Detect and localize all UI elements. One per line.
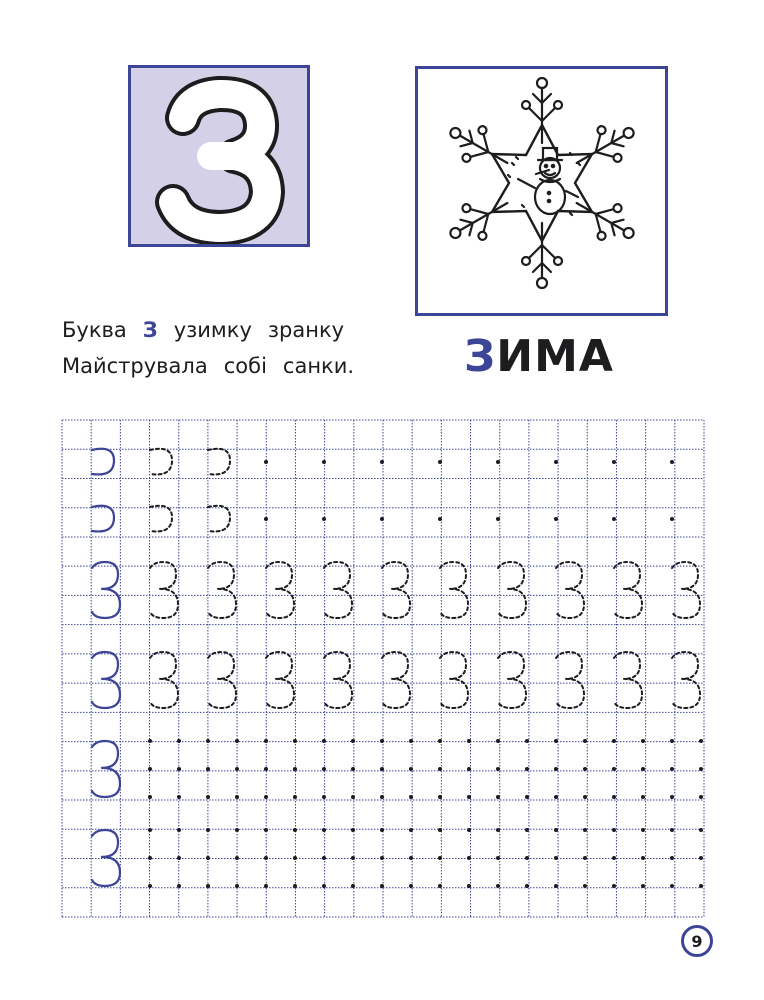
guide-dot <box>322 739 326 743</box>
guide-dot <box>438 856 442 860</box>
guide-dot <box>612 828 616 832</box>
guide-dot <box>612 767 616 771</box>
guide-dot <box>699 828 703 832</box>
guide-dot <box>496 795 500 799</box>
guide-dot <box>641 767 645 771</box>
guide-dot <box>438 767 442 771</box>
guide-dot <box>641 856 645 860</box>
practice-row <box>92 652 700 708</box>
guide-dot <box>467 795 471 799</box>
traced-letter <box>324 562 352 618</box>
guide-dot <box>351 884 355 888</box>
guide-dot <box>583 856 587 860</box>
guide-dot <box>177 795 181 799</box>
practice-row <box>92 739 703 799</box>
guide-dot <box>496 739 500 743</box>
guide-dot <box>612 739 616 743</box>
guide-dot <box>409 828 413 832</box>
guide-dot <box>438 460 442 464</box>
traced-letter <box>266 652 294 708</box>
guide-dot <box>525 828 529 832</box>
traced-letter <box>266 562 294 618</box>
guide-dot <box>641 739 645 743</box>
guide-dot <box>496 856 500 860</box>
guide-dot <box>264 856 268 860</box>
guide-dot <box>583 884 587 888</box>
guide-dot <box>177 884 181 888</box>
guide-dot <box>264 884 268 888</box>
rhyme-word: собі <box>223 354 267 378</box>
rhyme-word: Буква <box>62 318 127 342</box>
guide-dot <box>554 517 558 521</box>
guide-dot <box>206 856 210 860</box>
guide-dot <box>380 828 384 832</box>
guide-dot <box>148 767 152 771</box>
guide-dot <box>177 828 181 832</box>
guide-dot <box>322 460 326 464</box>
guide-dot <box>235 739 239 743</box>
guide-dot <box>380 884 384 888</box>
model-letter <box>92 652 120 708</box>
practice-row <box>92 562 700 618</box>
traced-letter <box>208 652 236 708</box>
traced-letter <box>150 506 172 532</box>
traced-letter <box>556 652 584 708</box>
guide-dot <box>612 460 616 464</box>
guide-dot <box>438 795 442 799</box>
guide-dot <box>699 884 703 888</box>
guide-dot <box>235 828 239 832</box>
guide-dot <box>351 828 355 832</box>
guide-dot <box>467 828 471 832</box>
guide-dot <box>380 795 384 799</box>
traced-letter <box>498 652 526 708</box>
guide-dot <box>554 739 558 743</box>
guide-dot <box>264 767 268 771</box>
guide-dot <box>467 739 471 743</box>
guide-dot <box>496 460 500 464</box>
guide-dot <box>496 884 500 888</box>
guide-dot <box>264 517 268 521</box>
guide-dot <box>264 460 268 464</box>
guide-dot <box>206 767 210 771</box>
guide-dot <box>554 795 558 799</box>
guide-dot <box>641 828 645 832</box>
guide-dot <box>409 856 413 860</box>
guide-dot <box>554 828 558 832</box>
guide-dot <box>148 856 152 860</box>
guide-dot <box>670 828 674 832</box>
traced-letter <box>208 449 230 475</box>
guide-dot <box>554 856 558 860</box>
traced-letter <box>556 562 584 618</box>
traced-letter <box>150 562 178 618</box>
guide-dot <box>496 767 500 771</box>
guide-dot <box>351 767 355 771</box>
guide-dot <box>322 767 326 771</box>
guide-dot <box>554 460 558 464</box>
guide-dot <box>235 795 239 799</box>
guide-dot <box>409 795 413 799</box>
guide-dot <box>670 795 674 799</box>
guide-dot <box>438 739 442 743</box>
model-letter <box>92 741 120 797</box>
word-rest: ИМА <box>496 331 614 382</box>
rhyme-word: Майструвала <box>62 354 208 378</box>
guide-dot <box>641 884 645 888</box>
guide-dot <box>525 856 529 860</box>
guide-dot <box>583 739 587 743</box>
guide-dot <box>699 856 703 860</box>
guide-dot <box>380 856 384 860</box>
guide-dot <box>293 828 297 832</box>
guide-dot <box>148 795 152 799</box>
guide-dot <box>554 767 558 771</box>
page-number: 9 <box>681 925 713 957</box>
guide-dot <box>467 884 471 888</box>
guide-dot <box>525 767 529 771</box>
guide-dot <box>177 767 181 771</box>
guide-dot <box>409 739 413 743</box>
guide-dot <box>641 795 645 799</box>
guide-dot <box>670 767 674 771</box>
guide-dot <box>148 739 152 743</box>
guide-dot <box>525 795 529 799</box>
rhyme-word: санки. <box>282 354 355 378</box>
guide-dot <box>264 739 268 743</box>
guide-dot <box>351 739 355 743</box>
guide-dot <box>322 517 326 521</box>
model-letter <box>92 449 114 475</box>
guide-dot <box>293 795 297 799</box>
guide-dot <box>438 517 442 521</box>
guide-dot <box>670 884 674 888</box>
traced-letter <box>614 562 642 618</box>
traced-letter <box>672 562 700 618</box>
guide-dot <box>699 795 703 799</box>
practice-row <box>92 449 674 475</box>
guide-dot <box>496 828 500 832</box>
guide-dot <box>148 884 152 888</box>
guide-dot <box>612 884 616 888</box>
model-letter <box>92 562 120 618</box>
guide-dot <box>380 767 384 771</box>
traced-letter <box>614 652 642 708</box>
guide-dot <box>322 795 326 799</box>
guide-dot <box>612 795 616 799</box>
traced-letter <box>208 562 236 618</box>
guide-dot <box>351 856 355 860</box>
guide-dot <box>438 828 442 832</box>
model-letter <box>92 830 120 886</box>
guide-dot <box>699 739 703 743</box>
practice-row <box>92 828 703 888</box>
guide-dot <box>380 739 384 743</box>
guide-dot <box>293 856 297 860</box>
guide-dot <box>351 795 355 799</box>
guide-dot <box>293 767 297 771</box>
traced-letter <box>150 652 178 708</box>
guide-dot <box>380 517 384 521</box>
guide-dot <box>177 856 181 860</box>
model-letter <box>92 506 114 532</box>
guide-dot <box>525 739 529 743</box>
guide-dot <box>409 884 413 888</box>
guide-dot <box>670 856 674 860</box>
guide-dot <box>206 795 210 799</box>
guide-dot <box>612 517 616 521</box>
guide-dot <box>206 828 210 832</box>
guide-dot <box>322 884 326 888</box>
guide-dot <box>583 828 587 832</box>
guide-dot <box>496 517 500 521</box>
traced-letter <box>382 562 410 618</box>
guide-dot <box>583 795 587 799</box>
guide-dot <box>409 767 413 771</box>
guide-dot <box>322 856 326 860</box>
guide-dot <box>670 460 674 464</box>
guide-dot <box>235 767 239 771</box>
guide-dot <box>322 828 326 832</box>
traced-letter <box>382 652 410 708</box>
guide-dot <box>235 884 239 888</box>
traced-letter <box>440 562 468 618</box>
guide-dot <box>554 884 558 888</box>
guide-dot <box>438 884 442 888</box>
guide-dot <box>206 884 210 888</box>
guide-dot <box>670 739 674 743</box>
rhyme-word: узимку <box>173 318 252 342</box>
guide-dot <box>235 856 239 860</box>
traced-letter <box>440 652 468 708</box>
traced-letter <box>150 449 172 475</box>
guide-dot <box>699 767 703 771</box>
traced-letter <box>672 652 700 708</box>
guide-dot <box>467 856 471 860</box>
guide-dot <box>380 460 384 464</box>
guide-dot <box>525 884 529 888</box>
guide-dot <box>583 767 587 771</box>
guide-dot <box>177 739 181 743</box>
rhyme-accent-letter: З <box>142 318 158 342</box>
word-first-letter: З <box>464 331 497 382</box>
guide-dot <box>293 739 297 743</box>
guide-dot <box>264 828 268 832</box>
rhyme-word: зранку <box>267 318 345 342</box>
guide-dot <box>467 767 471 771</box>
guide-dot <box>264 795 268 799</box>
traced-letter <box>208 506 230 532</box>
guide-dot <box>148 828 152 832</box>
guide-dot <box>206 739 210 743</box>
guide-dot <box>670 517 674 521</box>
traced-letter <box>498 562 526 618</box>
guide-dot <box>293 884 297 888</box>
practice-row <box>92 506 674 532</box>
guide-dot <box>612 856 616 860</box>
traced-letter <box>324 652 352 708</box>
